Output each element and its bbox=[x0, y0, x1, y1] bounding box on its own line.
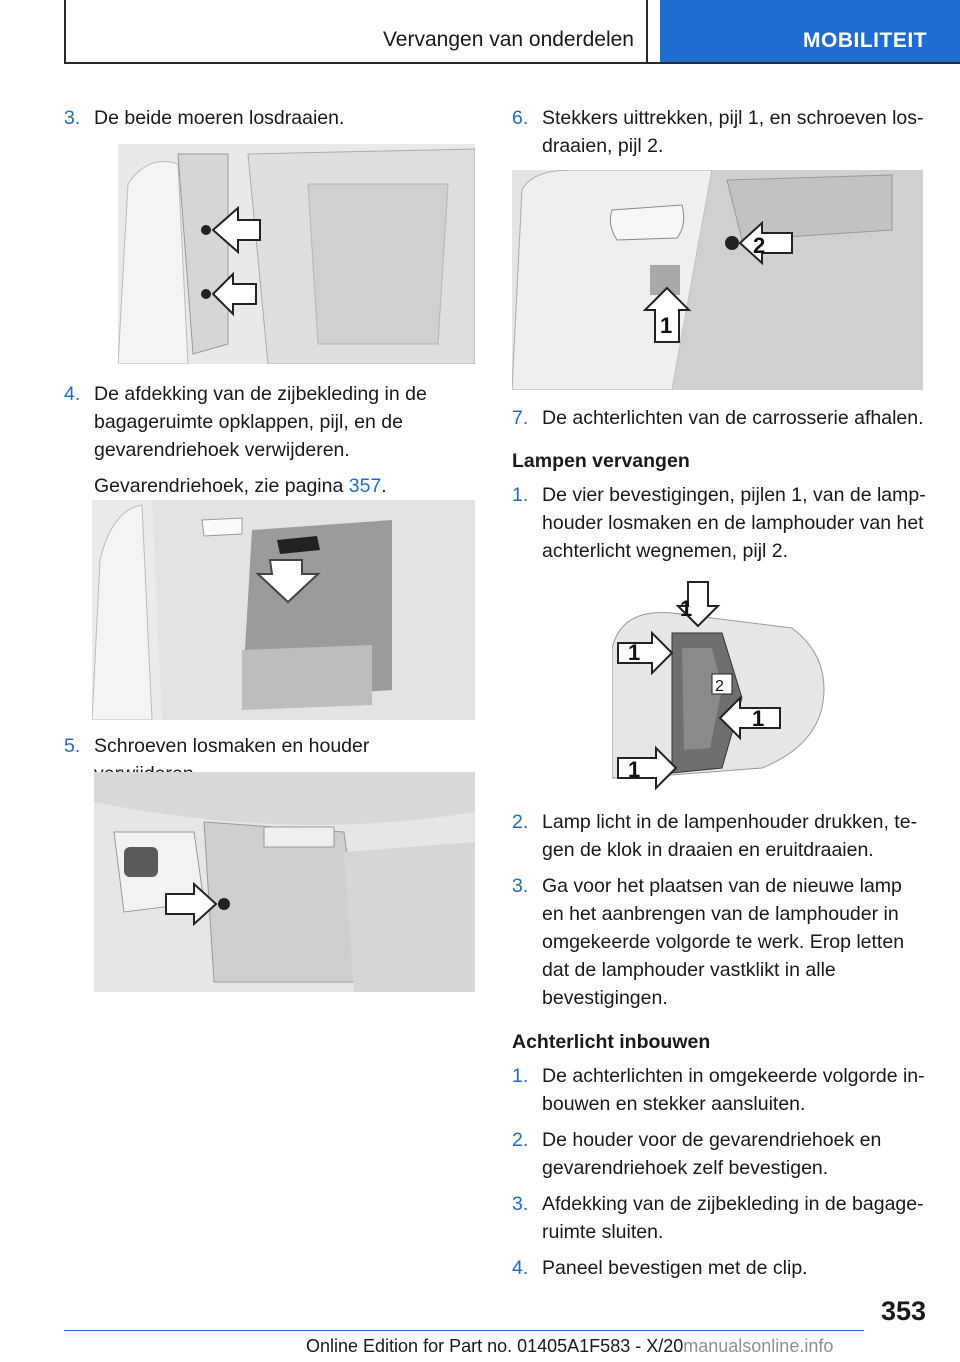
header-section-box bbox=[64, 0, 648, 62]
install-step-2: 2. De houder voor de gevarendriehoek en gevarendriehoek zelf bevestigen. bbox=[512, 1129, 882, 1179]
right-column-low bbox=[512, 808, 926, 1282]
figure-holder-screws bbox=[94, 772, 475, 992]
callout-right: 1 bbox=[752, 706, 765, 731]
callout-1: 1 bbox=[660, 313, 673, 338]
figure-nuts bbox=[118, 144, 475, 364]
right-column-mid bbox=[512, 404, 926, 565]
left-column-mid bbox=[64, 380, 478, 500]
lamp-step-1: 1. De vier bevestigingen, pijlen 1, van de lamphouder losmaken en de lamphouder van het achterlicht wegnemen, pijl 2. bbox=[512, 484, 926, 562]
lamp-step-2: 2. Lamp licht in de lampenhouder drukken, tegen de klok in draaien en eruitdraaien. bbox=[512, 811, 918, 861]
heading-achterlicht-inbouwen: Achterlicht inbouwen bbox=[512, 1031, 711, 1053]
lamp-step-3: 3. Ga voor het plaatsen van de nieuwe lamp en het aanbrengen van de lamphouder in omgekeerde volgorde te werk. Erop letten dat de lamphouder vastklikt in alle bevestigingen. bbox=[512, 875, 905, 1009]
chapter-title: MOBILITEIT bbox=[803, 29, 927, 52]
step-5: 5. Schroeven losmaken en houder bbox=[64, 735, 370, 757]
heading-lampen-vervangen: Lampen vervangen bbox=[512, 450, 690, 472]
step-6: 6. Stekkers uittrekken, pijl 1, en schroeven losdraaien, pijl 2. bbox=[512, 107, 924, 157]
figure-lamp-holder bbox=[612, 578, 830, 790]
install-step-4: 4. Paneel bevestigen met de clip. bbox=[512, 1257, 808, 1279]
page-link-357[interactable]: 357 bbox=[348, 475, 382, 497]
footer-rule bbox=[64, 1330, 864, 1331]
callout-2: 2 bbox=[753, 233, 766, 258]
header-rule bbox=[64, 62, 960, 64]
callout-left: 1 bbox=[628, 640, 641, 665]
watermark: manualsonline.info bbox=[683, 1336, 834, 1356]
step-4: 4. De afdekking van de zijbekleding in de bagageruimte opklappen, pijl, en de gevarendriehoek verwijderen. bbox=[64, 383, 427, 461]
step-7: 7. De achterlichten van de carrosserie afhalen. bbox=[512, 407, 924, 429]
footer-edition: Online Edition for Part no. 01405A1F583 - X/20manualsonline.info bbox=[306, 1336, 834, 1356]
figure-plug-and-screws bbox=[512, 170, 923, 390]
install-step-1: 1. De achterlichten in omgekeerde volgorde inbouwen en stekker aansluiten. bbox=[512, 1065, 925, 1115]
install-step-3: 3. Afdekking van de zijbekleding in de bagageruimte sluiten. bbox=[512, 1193, 924, 1243]
step-3: 3. De beide moeren losdraaien. bbox=[64, 107, 345, 129]
callout-bottom: 1 bbox=[628, 757, 641, 782]
page-number: 353 bbox=[880, 1296, 926, 1326]
step-4-reference: Gevarendriehoek, zie pagina 357. bbox=[94, 475, 387, 497]
right-column bbox=[512, 104, 926, 160]
callout-top: 1 bbox=[680, 596, 693, 621]
callout-small-2: 2 bbox=[715, 678, 724, 695]
chapter-tab bbox=[660, 0, 960, 64]
left-column bbox=[64, 104, 478, 132]
section-title: Vervangen van onderdelen bbox=[382, 28, 634, 51]
figure-warning-triangle-compartment bbox=[92, 500, 475, 720]
